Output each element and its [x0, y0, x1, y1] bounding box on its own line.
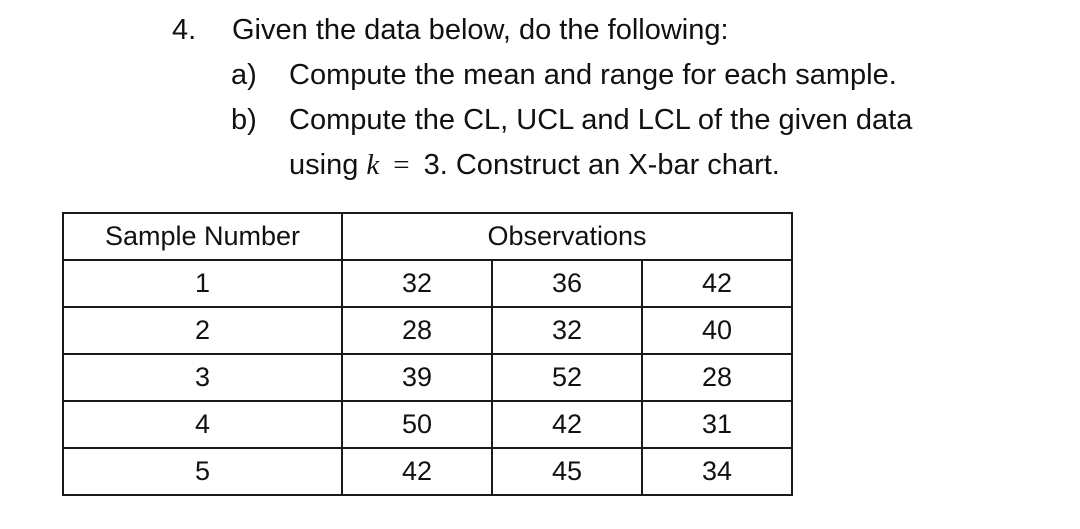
part-a-text: Compute the mean and range for each sample.: [289, 59, 897, 91]
observation-cell: 34: [642, 448, 792, 495]
observation-cell: 52: [492, 354, 642, 401]
sample-number-cell: 2: [63, 307, 342, 354]
table-header-row: [63, 213, 792, 260]
observation-cell: 45: [492, 448, 642, 495]
header-sample-number: Sample Number: [63, 213, 342, 260]
part-b-label: b): [231, 104, 257, 136]
observation-cell: 40: [642, 307, 792, 354]
part-b-text: Compute the CL, UCL and LCL of the given data: [289, 104, 913, 136]
observation-cell: 32: [492, 307, 642, 354]
math-equals: =: [393, 149, 410, 181]
observation-cell: 32: [342, 260, 492, 307]
part-b-suffix: 3. Construct an X-bar chart.: [423, 149, 780, 181]
sample-number-cell: 4: [63, 401, 342, 448]
sample-number-cell: 3: [63, 354, 342, 401]
observation-cell: 36: [492, 260, 642, 307]
observations-table: [62, 212, 793, 496]
observation-cell: 50: [342, 401, 492, 448]
observation-cell: 31: [642, 401, 792, 448]
part-a-label: a): [231, 59, 257, 91]
observation-cell: 28: [642, 354, 792, 401]
table-row: [63, 307, 792, 354]
observation-cell: 42: [342, 448, 492, 495]
part-b-using: using: [289, 149, 359, 181]
question-number: 4.: [172, 14, 197, 46]
table-row: [63, 354, 792, 401]
sample-number-cell: 1: [63, 260, 342, 307]
table-row: [63, 401, 792, 448]
observation-cell: 28: [342, 307, 492, 354]
question-prompt: Given the data below, do the following:: [232, 14, 729, 46]
observation-cell: 39: [342, 354, 492, 401]
part-b-text-line2: [289, 147, 780, 183]
table-row: [63, 448, 792, 495]
math-variable-k: k: [366, 149, 380, 181]
table-row: [63, 260, 792, 307]
header-observations: Observations: [342, 213, 792, 260]
observation-cell: 42: [492, 401, 642, 448]
observation-cell: 42: [642, 260, 792, 307]
sample-number-cell: 5: [63, 448, 342, 495]
